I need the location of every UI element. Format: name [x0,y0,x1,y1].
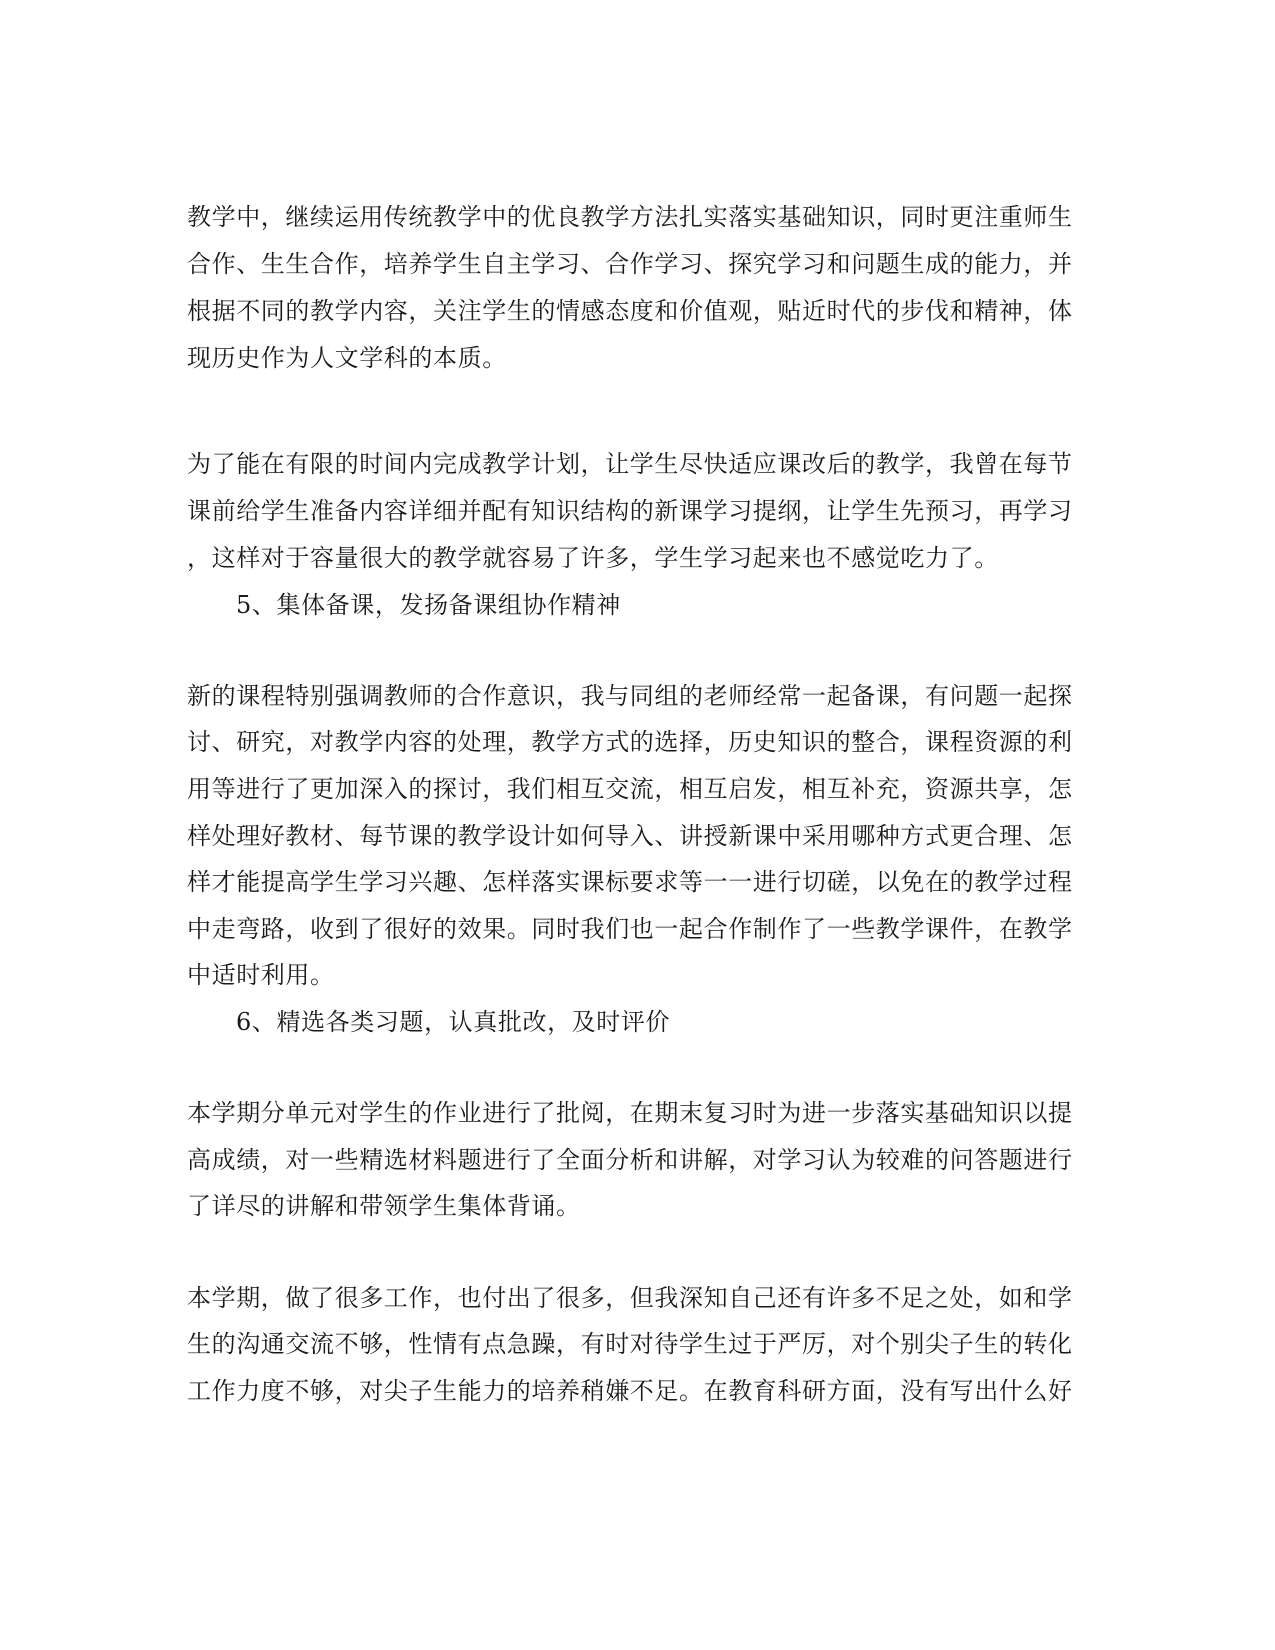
paragraph-3-line-4: 样处理好教材、每节课的教学设计如何导入、讲授新课中采用哪种方式更合理、怎 [187,822,1073,850]
paragraph-3-line-2: 讨、研究，对教学内容的处理，教学方式的选择，历史知识的整合，课程资源的利 [187,728,1073,756]
paragraph-3-line-3: 用等进行了更加深入的探讨，我们相互交流，相互启发，相互补充，资源共享，怎 [187,775,1073,803]
paragraph-3-line-1: 新的课程特别强调教师的合作意识，我与同组的老师经常一起备课，有问题一起探 [187,682,1073,710]
paragraph-1-line-4: 现历史作为人文学科的本质。 [187,344,507,372]
paragraph-5-line-1: 本学期，做了很多工作，也付出了很多，但我深知自己还有许多不足之处，如和学 [187,1284,1073,1312]
paragraph-2-line-3: ，这样对于容量很大的教学就容易了许多，学生学习起来也不感觉吃力了。 [187,544,999,572]
paragraph-1-line-1: 教学中，继续运用传统教学中的优良教学方法扎实落实基础知识，同时更注重师生 [187,203,1073,231]
paragraph-3-line-6: 中走弯路，收到了很好的效果。同时我们也一起合作制作了一些教学课件，在教学 [187,915,1073,943]
paragraph-4-line-3: 了详尽的讲解和带领学生集体背诵。 [187,1192,581,1220]
paragraph-5-line-2: 生的沟通交流不够，性情有点急躁，有时对待学生过于严厉，对个别尖子生的转化 [187,1330,1073,1358]
paragraph-4-line-2: 高成绩，对一些精选材料题进行了全面分析和讲解，对学习认为较难的问答题进行 [187,1146,1073,1174]
paragraph-5-line-3: 工作力度不够，对尖子生能力的培养稍嫌不足。在教育科研方面，没有写出什么好 [187,1377,1073,1405]
section-heading-6: 6、精选各类习题，认真批改，及时评价 [236,1008,671,1036]
paragraph-2-line-2: 课前给学生准备内容详细并配有知识结构的新课学习提纲，让学生先预习，再学习 [187,497,1073,525]
paragraph-1-line-3: 根据不同的教学内容，关注学生的情感态度和价值观，贴近时代的步伐和精神，体 [187,297,1073,325]
paragraph-3-line-7: 中适时利用。 [187,961,335,989]
paragraph-2-line-1: 为了能在有限的时间内完成教学计划，让学生尽快适应课改后的教学，我曾在每节 [187,450,1073,478]
paragraph-1-line-2: 合作、生生合作，培养学生自主学习、合作学习、探究学习和问题生成的能力，并 [187,250,1073,278]
paragraph-4-line-1: 本学期分单元对学生的作业进行了批阅，在期末复习时为进一步落实基础知识以提 [187,1099,1073,1127]
section-heading-5: 5、集体备课，发扬备课组协作精神 [236,591,621,619]
paragraph-3-line-5: 样才能提高学生学习兴趣、怎样落实课标要求等一一进行切磋，以免在的教学过程 [187,868,1073,896]
